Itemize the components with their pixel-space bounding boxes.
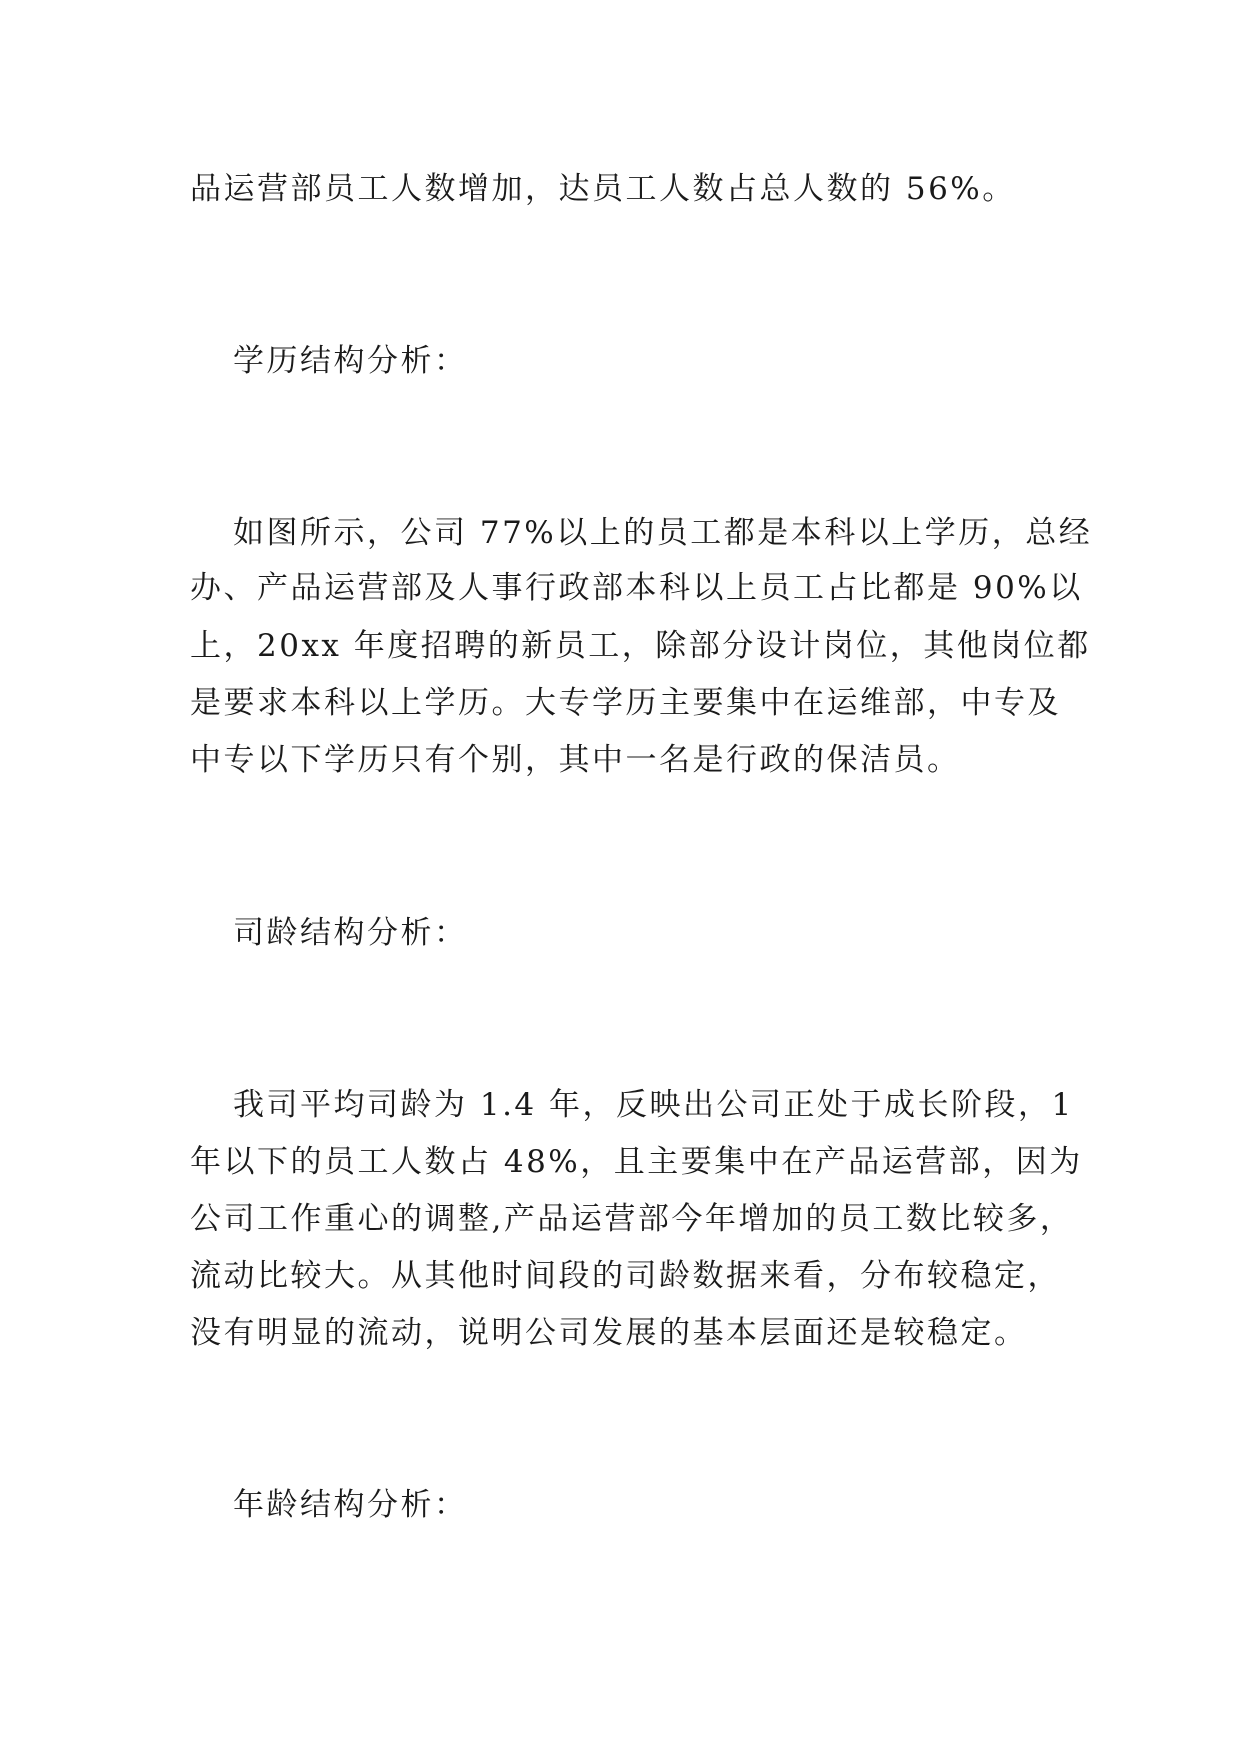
tenure-paragraph-line: 流动比较大。从其他时间段的司龄数据来看，分布较稳定， bbox=[190, 1258, 1061, 1294]
tenure-heading: 司龄结构分析： bbox=[233, 915, 468, 951]
tenure-paragraph-line: 公司工作重心的调整,产品运营部今年增加的员工数比较多， bbox=[190, 1201, 1074, 1237]
education-paragraph-line: 办、产品运营部及人事行政部本科以上员工占比都是 90%以 bbox=[190, 570, 1083, 606]
tenure-paragraph-line: 我司平均司龄为 1.4 年，反映出公司正处于成长阶段，1 bbox=[233, 1087, 1074, 1123]
education-heading: 学历结构分析： bbox=[233, 343, 468, 379]
tenure-paragraph-line: 年以下的员工人数占 48%，且主要集中在产品运营部，因为 bbox=[190, 1144, 1083, 1180]
education-paragraph-line: 是要求本科以上学历。大专学历主要集中在运维部，中专及 bbox=[190, 685, 1061, 721]
education-paragraph-line: 中专以下学历只有个别，其中一名是行政的保洁员。 bbox=[190, 742, 961, 778]
age-heading: 年龄结构分析： bbox=[233, 1487, 468, 1523]
tenure-paragraph-line: 没有明显的流动，说明公司发展的基本层面还是较稳定。 bbox=[190, 1315, 1028, 1351]
intro-continuation-text: 品运营部员工人数增加，达员工人数占总人数的 56%。 bbox=[190, 171, 1016, 207]
education-paragraph-line: 如图所示，公司 77%以上的员工都是本科以上学历，总经 bbox=[233, 515, 1093, 551]
education-paragraph-line: 上，20xx 年度招聘的新员工，除部分设计岗位，其他岗位都 bbox=[190, 628, 1091, 664]
